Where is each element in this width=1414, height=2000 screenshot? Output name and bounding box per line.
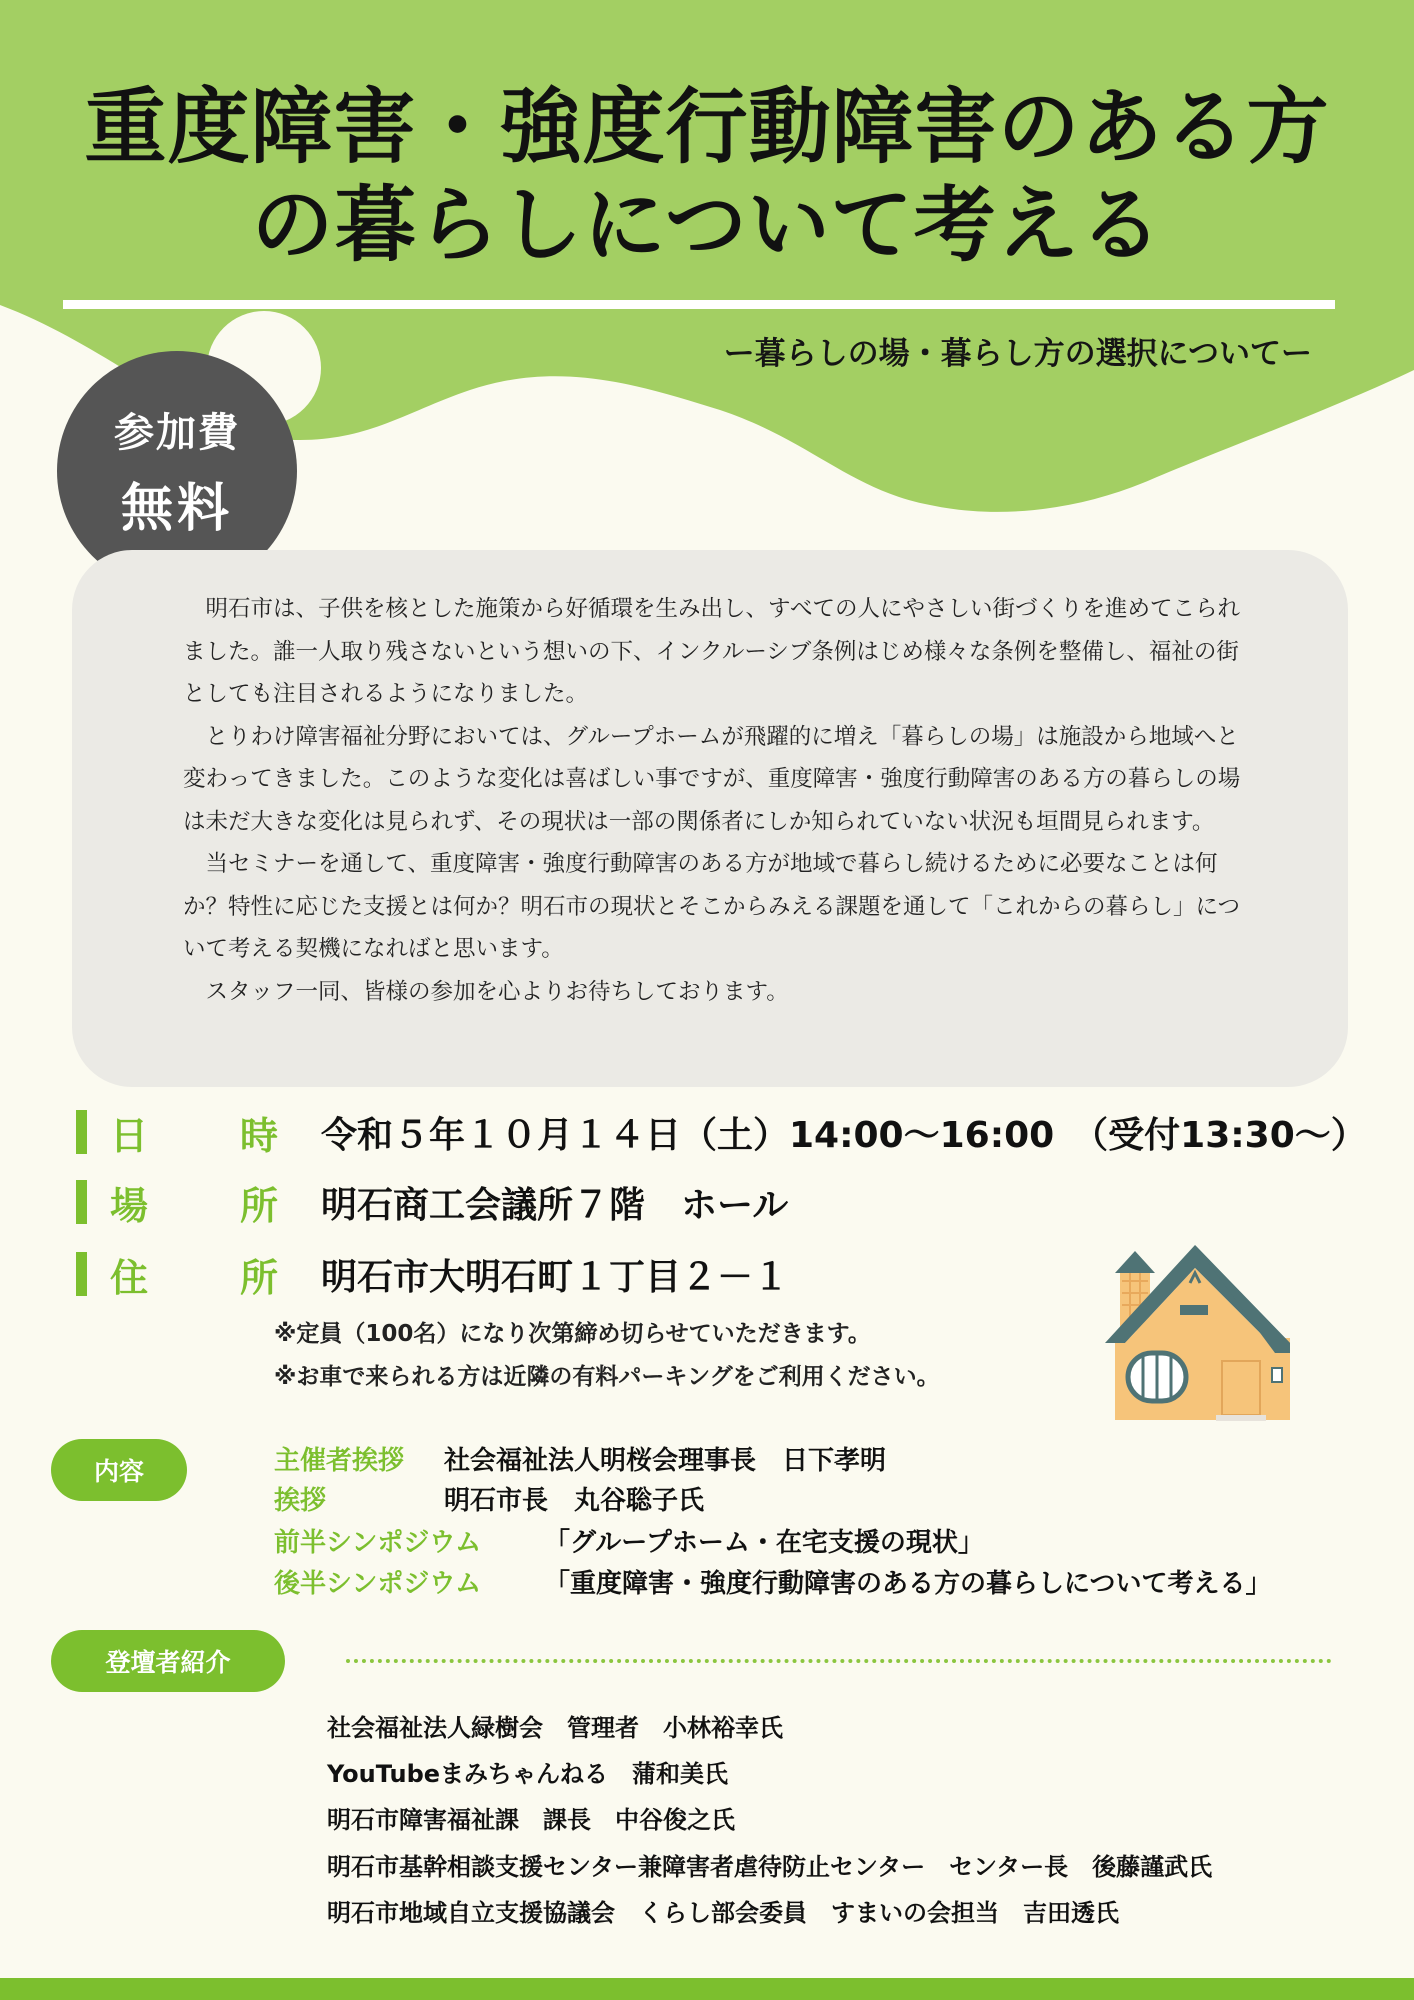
speaker-item: 社会福祉法人緑樹会 管理者 小林裕幸氏 [327,1714,783,1742]
label-char: 時 [239,1113,278,1158]
dotted-divider [346,1659,1332,1663]
info-value-address: 明石市大明石町１丁目２－１ [321,1256,790,1298]
program-item [274,1563,1271,1600]
label-char: 所 [239,1183,278,1228]
program-key: 前半シンポジウム [274,1528,482,1558]
program-item [274,1440,886,1477]
page-title-line1: 重度障害・強度行動障害のある方 [84,80,1330,175]
info-row-address [76,1248,789,1300]
info-value-place: 明石商工会議所７階 ホール [321,1184,789,1226]
info-row-place [76,1176,788,1228]
info-label-date [110,1105,278,1160]
page-title-line2: の暮らしについて考える [251,178,1163,273]
info-bar [76,1252,87,1296]
program-value: 「重度障害・強度行動障害のある方の暮らしについて考える」 [544,1569,1272,1599]
badge-fee-label: 参加費 [114,410,240,456]
program-value: 社会福祉法人明桜会理事長 日下孝明 [444,1446,887,1476]
program-key: 後半シンポジウム [274,1569,482,1599]
program-item [274,1480,704,1517]
speaker-item: YouTubeまみちゃんねる 蒲和美氏 [327,1760,729,1788]
label-char: 日 [110,1113,149,1158]
note-parking: ※お車で来られる方は近隣の有料パーキングをご利用ください。 [274,1364,940,1390]
program-item [274,1522,984,1559]
info-value-date: 令和５年１０月１４日（土）14:00〜16:00 （受付13:30〜） [321,1114,1367,1156]
house-icon [1100,1243,1296,1423]
bottom-accent-bar [0,1978,1414,2000]
label-char: 住 [110,1255,149,1300]
label-char: 場 [110,1183,149,1228]
title-divider [63,300,1335,309]
contents-label-pill: 内容 [51,1439,187,1501]
speakers-label-pill: 登壇者紹介 [51,1630,285,1692]
program-key: 挨拶 [274,1486,327,1516]
note-capacity: ※定員（100名）になり次第締め切らせていただきます。 [274,1321,871,1347]
intro-paragraph: 当セミナーを通して、重度障害・強度行動障害のある方が地域で暮らし続けるために必要なことは何か？特性に応じた支援とは何か？明石市の現状とそこからみえる課題を通して「これからの暮らし」について考える契機になればと思います。 [183,851,1241,962]
program-key: 主催者挨拶 [274,1446,405,1476]
info-bar [76,1180,87,1224]
intro-paragraph: スタッフ一同、皆様の参加を心よりお待ちしております。 [205,978,789,1005]
info-bar [76,1110,87,1154]
label-char: 所 [239,1255,278,1300]
badge-free-label: 無料 [120,479,233,539]
info-label-place [110,1175,278,1230]
intro-paragraph: とりわけ障害福祉分野においては、グループホームが飛躍的に増え「暮らしの場」は施設から地域へと変わってきました。このような変化は喜ばしい事ですが、重度障害・強度行動障害のある方の暮らしの場は未だ大きな変化は見られず、その現状は一部の関係者にしか知られていない状況も垣間見られます。 [183,723,1241,835]
page-subtitle: ー暮らしの場・暮らし方の選択についてー [723,336,1312,372]
intro-text [183,588,1255,1013]
speaker-item: 明石市基幹相談支援センター兼障害者虐待防止センター センター長 後藤謹武氏 [327,1853,1213,1881]
intro-paragraph: 明石市は、子供を核とした施策から好循環を生み出し、すべての人にやさしい街づくりを進めてこられました。誰一人取り残さないという想いの下、インクルーシブ条例はじめ様々な条例を整備し、福祉の街としても注目されるようになりました。 [183,596,1241,707]
program-value: 「グループホーム・在宅支援の現状」 [544,1528,984,1558]
info-label-address [110,1247,278,1302]
program-value: 明石市長 丸谷聡子氏 [444,1486,705,1516]
speaker-item: 明石市障害福祉課 課長 中谷俊之氏 [327,1806,735,1834]
speaker-item: 明石市地域自立支援協議会 くらし部会委員 すまいの会担当 吉田透氏 [327,1899,1119,1927]
info-row-date [76,1106,1367,1158]
